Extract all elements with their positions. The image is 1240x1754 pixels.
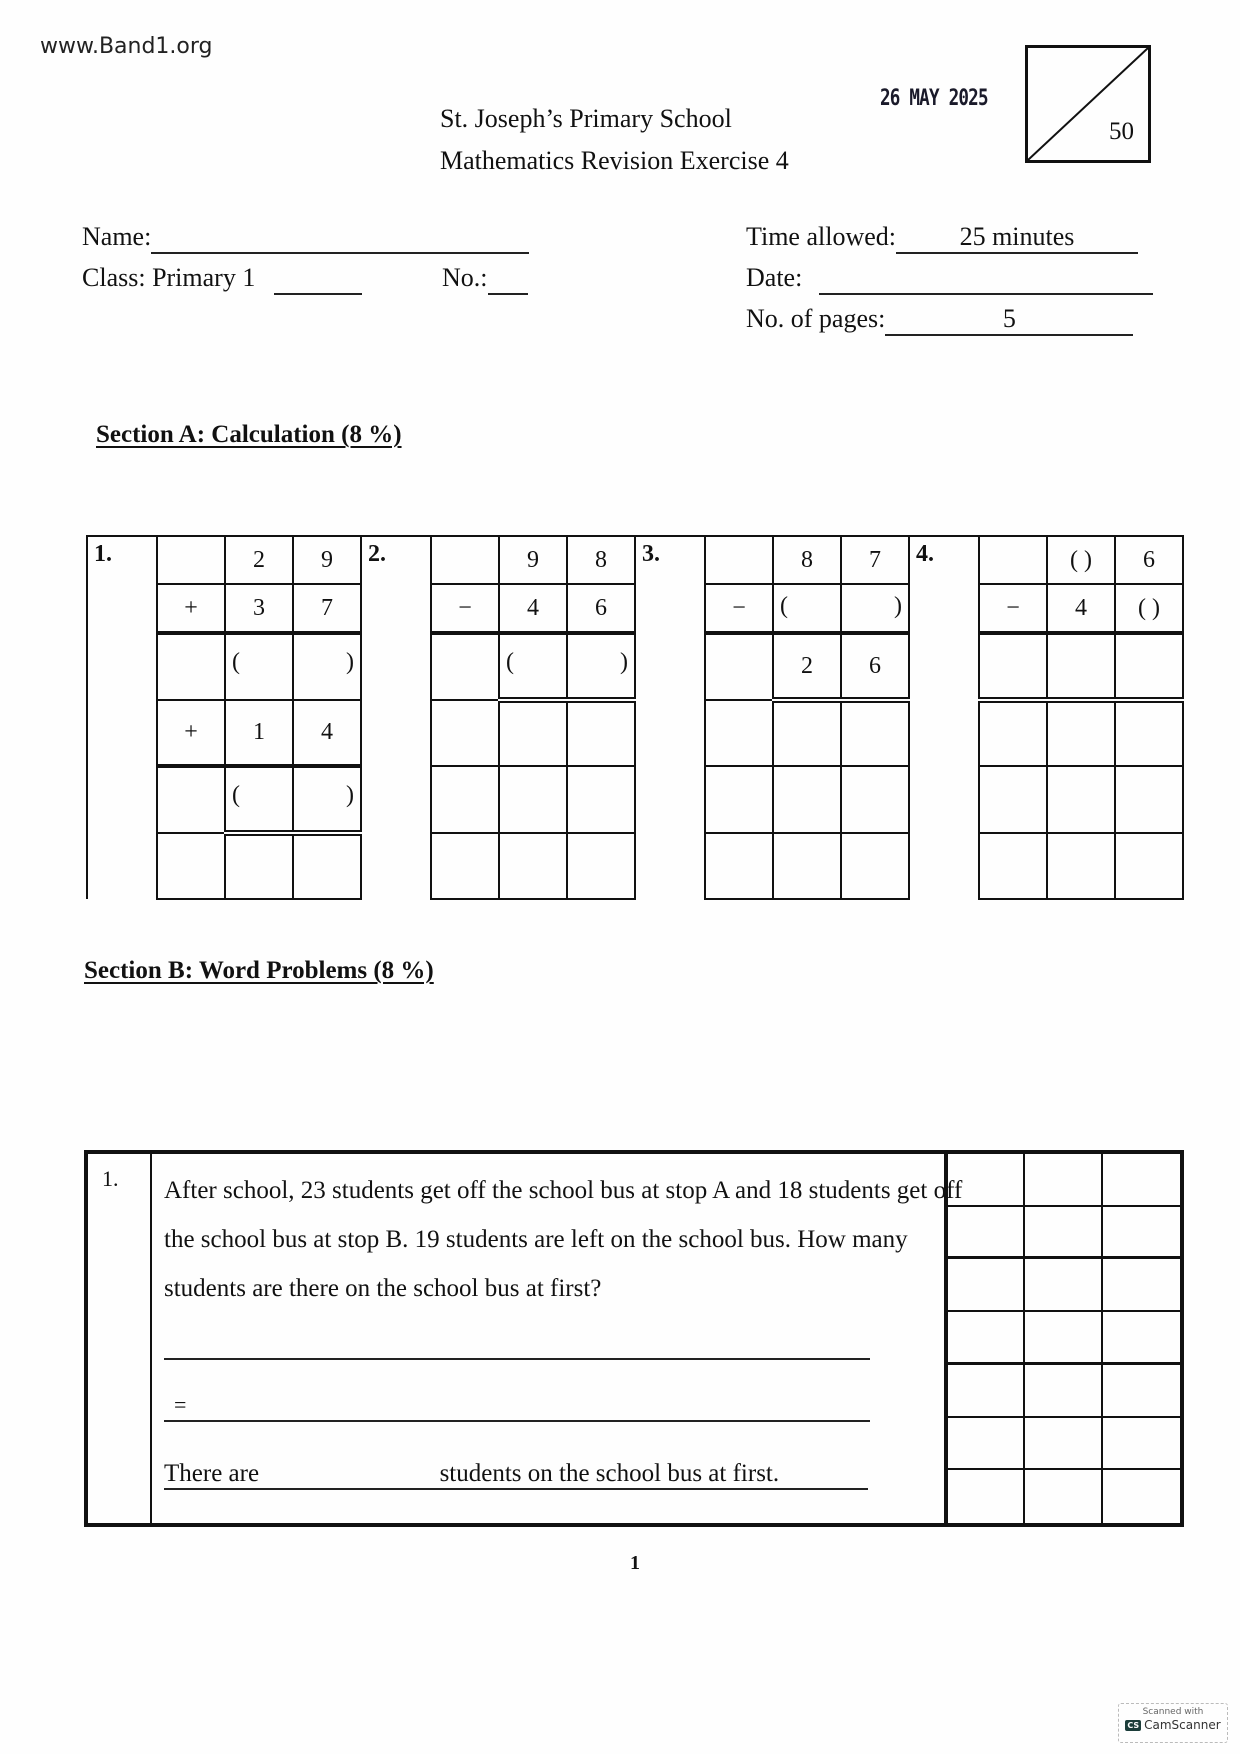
answer-line[interactable] bbox=[164, 1420, 870, 1422]
answer-blank[interactable] bbox=[293, 766, 361, 833]
cell bbox=[705, 633, 773, 700]
section-a-title: Section A: Calculation (8 %) bbox=[96, 421, 402, 448]
working-cell[interactable] bbox=[499, 766, 567, 833]
answer-blank[interactable] bbox=[225, 766, 293, 833]
paren-open: ( bbox=[506, 649, 514, 675]
working-cell[interactable] bbox=[705, 833, 773, 899]
working-cell[interactable] bbox=[1047, 700, 1115, 766]
pages-label: No. of pages: bbox=[746, 304, 886, 333]
cell: 4 bbox=[499, 584, 567, 633]
scanner-caption: Scanned with bbox=[1142, 1707, 1204, 1717]
grid-cell[interactable] bbox=[1103, 1207, 1180, 1260]
no-field bbox=[442, 263, 528, 295]
time-value: 25 minutes bbox=[896, 222, 1138, 254]
answer-blank[interactable] bbox=[499, 633, 567, 700]
question-number: 2. bbox=[361, 536, 431, 899]
name-label: Name: bbox=[82, 222, 152, 251]
working-cell[interactable] bbox=[567, 766, 635, 833]
class-input[interactable] bbox=[274, 263, 362, 295]
cell: 8 bbox=[567, 536, 635, 584]
working-cell[interactable] bbox=[773, 766, 841, 833]
cell bbox=[157, 536, 225, 584]
working-cell[interactable] bbox=[705, 766, 773, 833]
cell: 8 bbox=[773, 536, 841, 584]
operator-cell: − bbox=[431, 584, 499, 633]
working-cell[interactable] bbox=[705, 700, 773, 766]
grid-cell[interactable] bbox=[948, 1418, 1025, 1471]
working-cell[interactable] bbox=[225, 833, 293, 899]
cell bbox=[431, 633, 499, 700]
cell: 9 bbox=[293, 536, 361, 584]
cell: 4 bbox=[293, 700, 361, 766]
cell[interactable] bbox=[1047, 633, 1115, 700]
scanner-name: CamScanner bbox=[1144, 1718, 1221, 1732]
school-name: St. Joseph’s Primary School bbox=[440, 104, 732, 133]
working-cell[interactable] bbox=[979, 766, 1047, 833]
time-label: Time allowed: bbox=[746, 222, 896, 251]
paren-open: ( bbox=[232, 649, 240, 675]
working-cell[interactable] bbox=[499, 700, 567, 766]
grid-cell[interactable] bbox=[948, 1207, 1025, 1260]
cell bbox=[979, 536, 1047, 584]
question-number: 1. bbox=[88, 1154, 152, 1523]
cell: 6 bbox=[567, 584, 635, 633]
working-cell[interactable] bbox=[293, 833, 361, 899]
grid-cell[interactable] bbox=[1025, 1312, 1102, 1365]
grid-cell[interactable] bbox=[1103, 1470, 1180, 1523]
working-line[interactable] bbox=[164, 1358, 870, 1360]
operator-cell: − bbox=[979, 584, 1047, 633]
grid-cell[interactable] bbox=[948, 1259, 1025, 1312]
paren-close: ) bbox=[346, 649, 354, 675]
grid-cell[interactable] bbox=[1103, 1154, 1180, 1207]
working-cell[interactable] bbox=[499, 833, 567, 899]
answer-sentence bbox=[164, 1460, 868, 1490]
working-cell[interactable] bbox=[431, 766, 499, 833]
cell: 2 bbox=[773, 633, 841, 700]
question-number: 1. bbox=[87, 536, 157, 899]
calculation-grid bbox=[86, 535, 1184, 900]
exercise-title: Mathematics Revision Exercise 4 bbox=[440, 146, 789, 175]
answer-blank[interactable] bbox=[293, 633, 361, 700]
working-cell[interactable] bbox=[157, 833, 225, 899]
cell[interactable] bbox=[1115, 633, 1183, 700]
cell: 3 bbox=[225, 584, 293, 633]
working-cell[interactable] bbox=[773, 833, 841, 899]
date-label: Date: bbox=[746, 263, 803, 292]
working-cell[interactable] bbox=[841, 833, 909, 899]
grid-cell[interactable] bbox=[948, 1154, 1025, 1207]
working-cell[interactable] bbox=[1115, 766, 1183, 833]
cell: 1 bbox=[225, 700, 293, 766]
working-cell[interactable] bbox=[431, 833, 499, 899]
cell: 2 bbox=[225, 536, 293, 584]
question-number: 4. bbox=[909, 536, 979, 899]
answer-prefix: There are bbox=[164, 1460, 260, 1487]
answer-blank[interactable] bbox=[773, 584, 841, 633]
date-input[interactable] bbox=[819, 263, 1153, 295]
working-cell[interactable] bbox=[1115, 700, 1183, 766]
watermark-url: www.Band1.org bbox=[40, 34, 213, 59]
cell: 7 bbox=[841, 536, 909, 584]
pages-value: 5 bbox=[885, 304, 1133, 336]
paren-open: ( bbox=[780, 593, 788, 619]
working-cell[interactable] bbox=[841, 700, 909, 766]
pages-field bbox=[746, 304, 1133, 336]
cell: 6 bbox=[1115, 536, 1183, 584]
working-cell[interactable] bbox=[567, 833, 635, 899]
answer-blank[interactable]: ( ) bbox=[1115, 584, 1183, 633]
class-label: Class: Primary 1 bbox=[82, 263, 256, 292]
grid-cell[interactable] bbox=[1025, 1154, 1102, 1207]
paren-close: ) bbox=[620, 649, 628, 675]
grid-cell[interactable] bbox=[948, 1470, 1025, 1523]
grid-cell[interactable] bbox=[1025, 1470, 1102, 1523]
cell: 6 bbox=[841, 633, 909, 700]
answer-blank[interactable]: ( ) bbox=[1047, 536, 1115, 584]
cell: 9 bbox=[499, 536, 567, 584]
name-field bbox=[82, 222, 529, 254]
answer-blank[interactable] bbox=[841, 584, 909, 633]
working-grid bbox=[944, 1154, 1180, 1523]
paren-close: ) bbox=[346, 782, 354, 808]
name-input[interactable] bbox=[151, 222, 529, 254]
operator-cell: + bbox=[157, 700, 225, 766]
answer-input[interactable] bbox=[265, 1460, 433, 1488]
working-cell[interactable] bbox=[431, 700, 499, 766]
working-cell[interactable] bbox=[841, 766, 909, 833]
date-field bbox=[746, 263, 1153, 295]
working-cell[interactable] bbox=[567, 700, 635, 766]
grid-cell[interactable] bbox=[948, 1312, 1025, 1365]
cell bbox=[705, 536, 773, 584]
section-b-title: Section B: Word Problems (8 %) bbox=[84, 957, 434, 984]
score-box bbox=[1025, 45, 1151, 163]
cell bbox=[431, 536, 499, 584]
grid-cell[interactable] bbox=[948, 1365, 1025, 1418]
no-label: No.: bbox=[442, 263, 488, 292]
grid-cell[interactable] bbox=[1025, 1418, 1102, 1471]
paren-open: ( bbox=[232, 782, 240, 808]
camscanner-badge bbox=[1118, 1703, 1228, 1743]
working-cell[interactable] bbox=[773, 700, 841, 766]
working-cell[interactable] bbox=[1047, 833, 1115, 899]
working-cell[interactable] bbox=[979, 700, 1047, 766]
question-number: 3. bbox=[635, 536, 705, 899]
word-problem-box bbox=[84, 1150, 1184, 1527]
answer-blank[interactable] bbox=[567, 633, 635, 700]
grid-cell[interactable] bbox=[1025, 1207, 1102, 1260]
class-field bbox=[82, 263, 362, 295]
total-marks: 50 bbox=[1109, 118, 1134, 145]
working-cell[interactable] bbox=[1047, 766, 1115, 833]
cell bbox=[157, 633, 225, 700]
answer-blank[interactable] bbox=[225, 633, 293, 700]
grid-cell[interactable] bbox=[1025, 1365, 1102, 1418]
grid-cell[interactable] bbox=[1103, 1418, 1180, 1471]
equals-sign: = bbox=[174, 1392, 187, 1417]
cell[interactable] bbox=[979, 633, 1047, 700]
page-number: 1 bbox=[630, 1552, 640, 1574]
time-field bbox=[746, 222, 1138, 254]
cell bbox=[157, 766, 225, 833]
camscanner-logo-icon: CS bbox=[1127, 1720, 1140, 1730]
operator-cell: − bbox=[705, 584, 773, 633]
paren-close: ) bbox=[894, 593, 902, 619]
answer-suffix: students on the school bus at first. bbox=[439, 1460, 780, 1487]
grid-cell[interactable] bbox=[1103, 1259, 1180, 1312]
cell: 4 bbox=[1047, 584, 1115, 633]
grid-cell[interactable] bbox=[1025, 1259, 1102, 1312]
no-input[interactable] bbox=[488, 263, 528, 295]
cell: 7 bbox=[293, 584, 361, 633]
question-text: After school, 23 students get off the school bus at stop A and 18 students get off the school bus at stop B. 19 students are left on the school bus. How many students are there on the school bus at first? bbox=[164, 1177, 963, 1302]
working-cell[interactable] bbox=[979, 833, 1047, 899]
working-cell[interactable] bbox=[1115, 833, 1183, 899]
date-stamp: 26 MAY 2025 bbox=[880, 86, 988, 111]
operator-cell: + bbox=[157, 584, 225, 633]
grid-cell[interactable] bbox=[1103, 1312, 1180, 1365]
grid-cell[interactable] bbox=[1103, 1365, 1180, 1418]
